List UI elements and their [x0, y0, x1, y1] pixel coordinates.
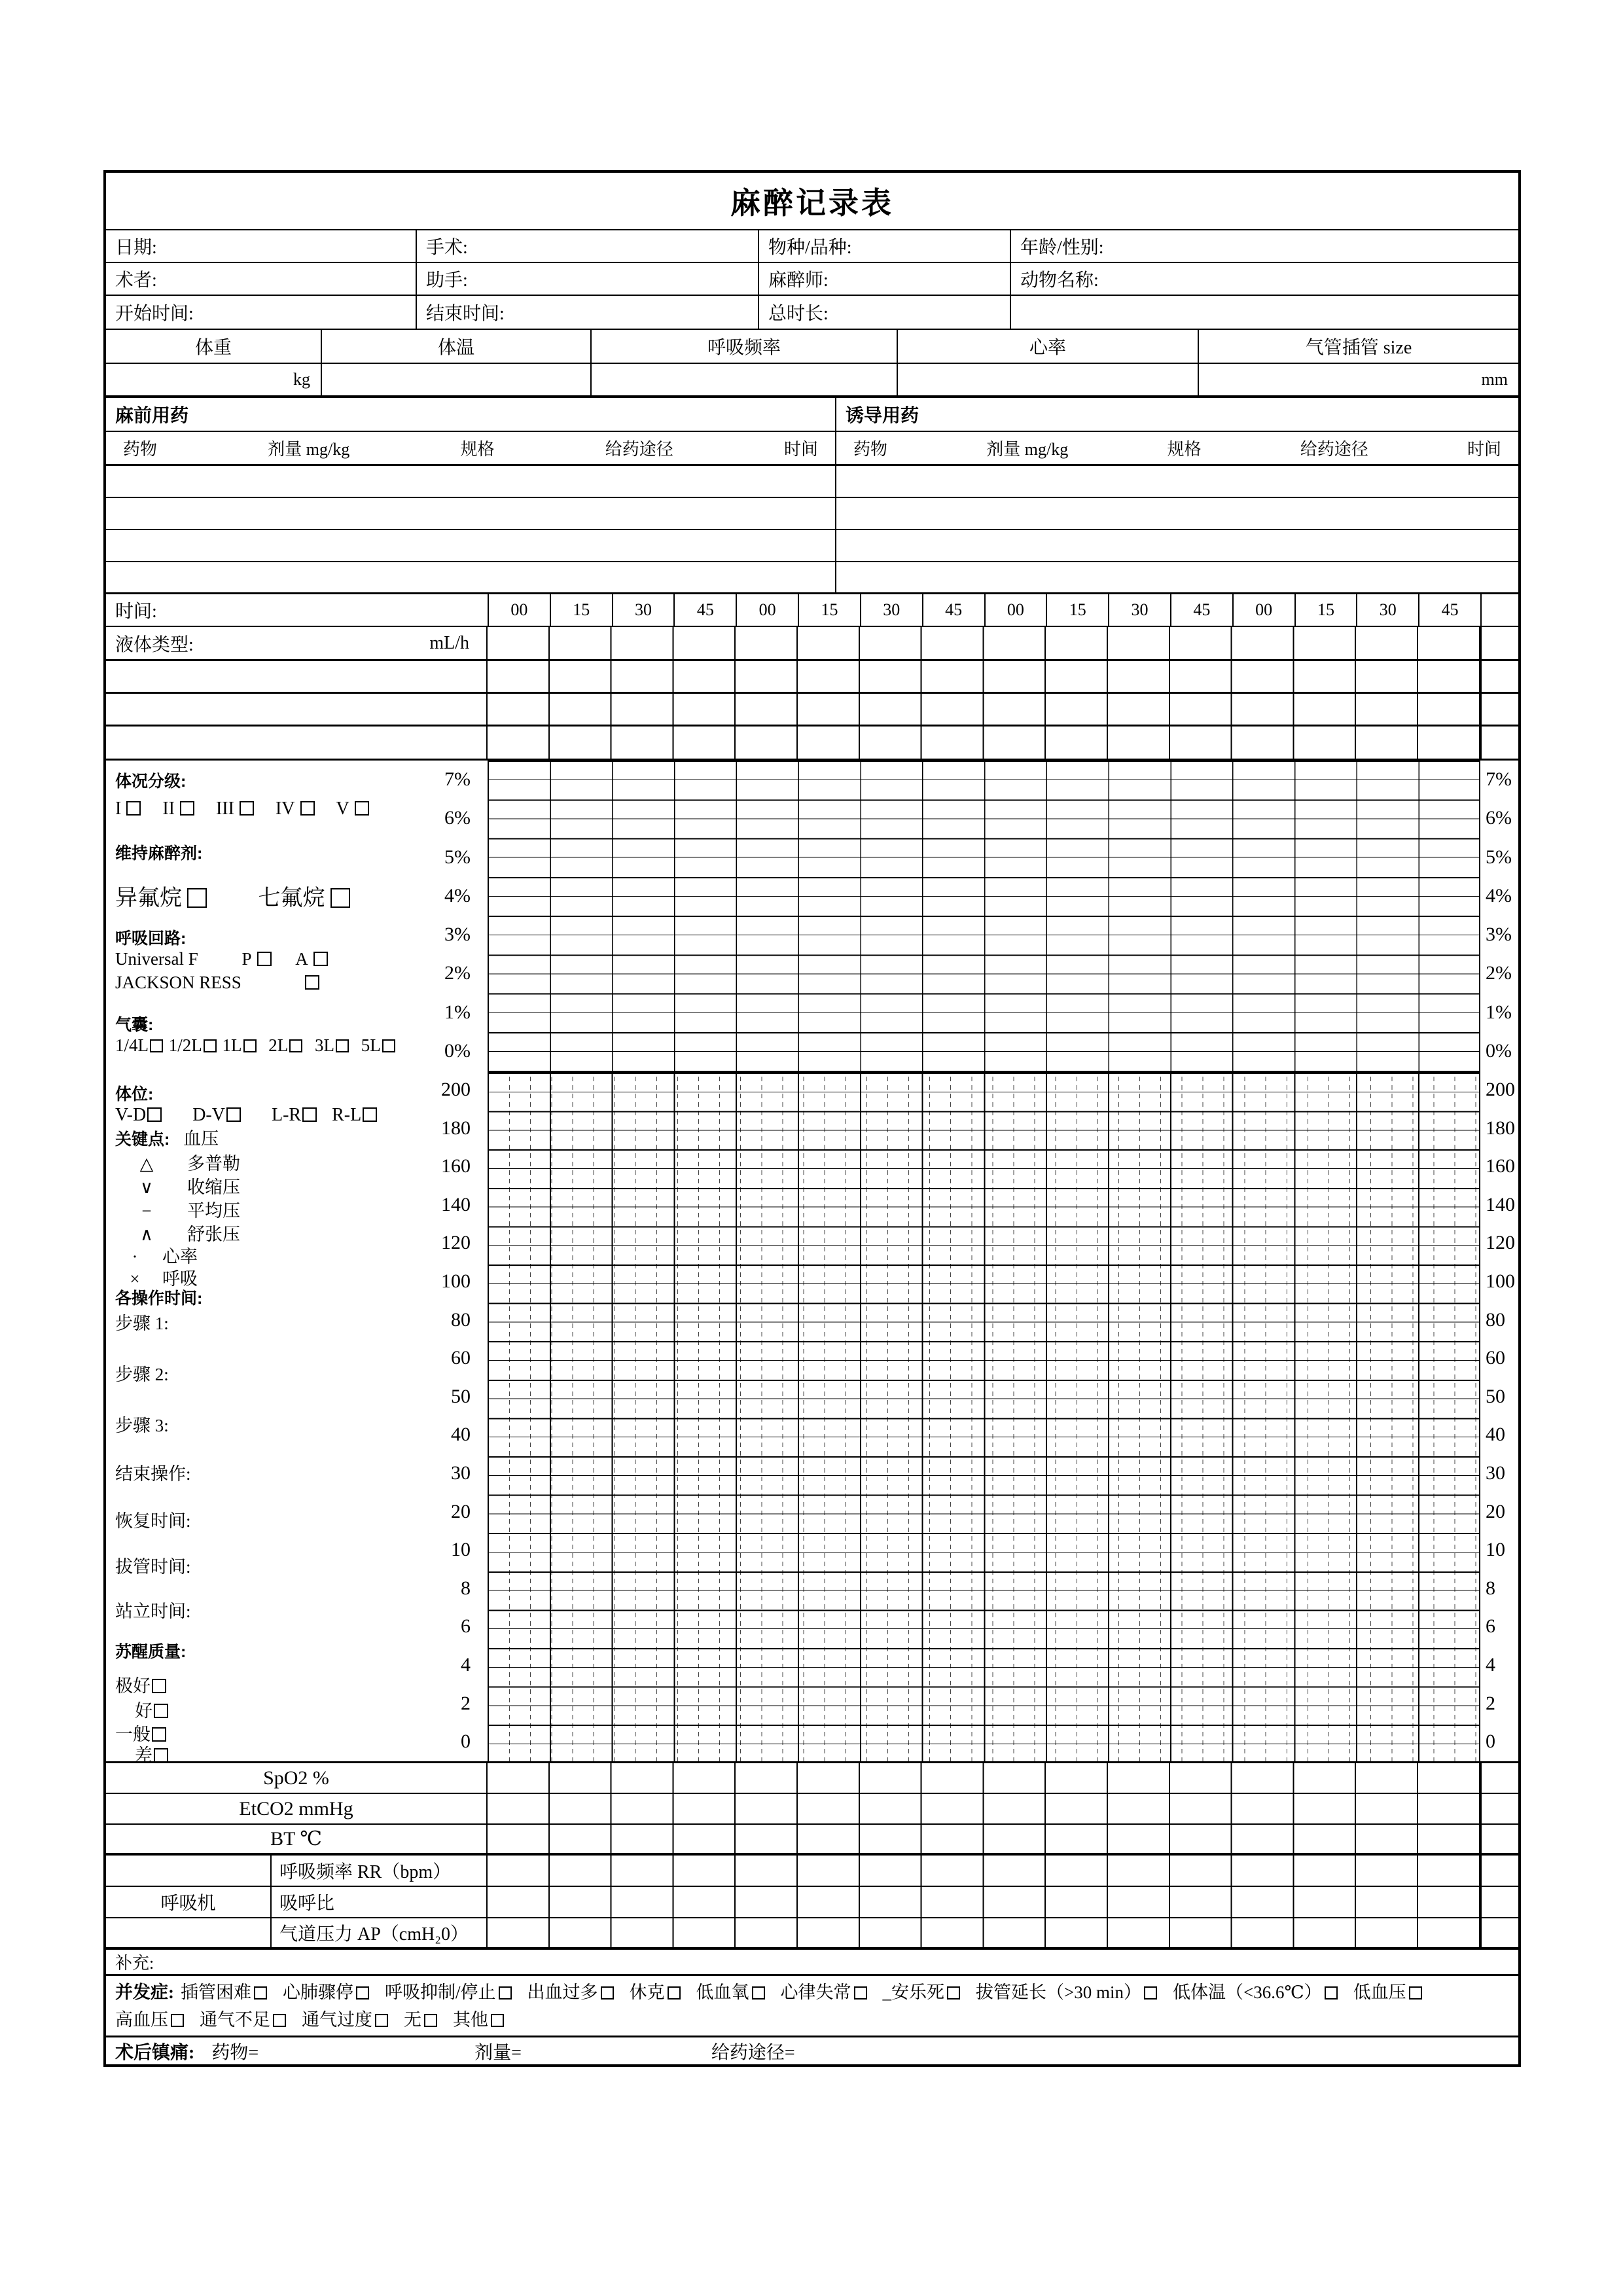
num-left-label-40: 40 [451, 1424, 471, 1445]
num-right-label-60: 60 [1486, 1347, 1505, 1369]
spo2-row [106, 1763, 1518, 1794]
vitals-header-row [106, 330, 1518, 364]
complication-label: 无 [404, 2010, 421, 2030]
med-columns-row [106, 432, 1518, 466]
time-tick-10: 30 [1108, 594, 1170, 626]
num-right-label-6: 6 [1486, 1615, 1495, 1637]
etco2-label-cell: EtCO2 mmHg [106, 1794, 488, 1823]
vitals-value-row [106, 364, 1518, 398]
diastolic-symbol: ∧ [140, 1225, 153, 1244]
complication-label: 插管困难 [181, 1982, 251, 2002]
complication-label: 心律失常 [780, 1982, 851, 2002]
premed-entry-cell [106, 530, 836, 561]
induction-entry-cell [836, 466, 1518, 497]
bt-label-cell: BT ℃ [106, 1825, 488, 1853]
med-empty-row [106, 498, 1518, 530]
pct-left-label-2%: 2% [444, 962, 471, 984]
legend-respiration: × 呼吸 [115, 1265, 198, 1290]
complication-label: 拔管延长（>30 min） [976, 1982, 1141, 2002]
etco2-row [106, 1794, 1518, 1825]
num-left-label-120: 120 [441, 1232, 471, 1253]
anesthesia-record-form [103, 170, 1521, 2067]
legend-diastolic: ∧ 舒张压 [115, 1220, 240, 1246]
num-left-label-20: 20 [451, 1501, 471, 1522]
time-tick-1: 15 [550, 594, 612, 626]
step2-label: 步骤 2: [115, 1365, 169, 1384]
num-left-label-50: 50 [451, 1386, 471, 1407]
bt-row [106, 1825, 1518, 1856]
vent-rr-row [106, 1856, 1518, 1887]
ventilator-label-cell-mid [106, 1887, 272, 1917]
recovery-excellent: 极好 [115, 1672, 166, 1697]
legend-systolic: ∨ 收缩压 [115, 1173, 240, 1198]
complication-label: 呼吸抑制/停止 [385, 1982, 496, 2002]
empty-label-cell [106, 694, 488, 725]
complication-checkbox-5[interactable] [752, 1986, 765, 2000]
complication-item [302, 2010, 388, 2030]
complication-checkbox-9[interactable] [1325, 1986, 1338, 2000]
premed-entry-cell [106, 466, 836, 497]
age-sex-field: 年龄/性别: [1020, 238, 1104, 258]
time-tick-3: 45 [673, 594, 736, 626]
complication-item [1173, 1982, 1338, 2002]
pct-right-label-5%: 5% [1486, 846, 1512, 868]
premed-entry-cell [106, 498, 836, 529]
num-right-label-4: 4 [1486, 1654, 1495, 1676]
time-tick-15: 45 [1418, 594, 1480, 626]
complication-item [696, 1982, 765, 2002]
analgesia-drug: 药物= [211, 2042, 259, 2063]
num-right-label-20: 20 [1486, 1501, 1505, 1522]
date-field: 日期: [106, 230, 417, 262]
bag-options: 1/4L 1/2L 1L 2L 3L 5L [115, 1035, 403, 1056]
time-row [106, 594, 1518, 627]
info-row-1 [106, 230, 1518, 263]
position-label: 体位: [115, 1085, 154, 1103]
num-left-label-8: 8 [461, 1577, 471, 1599]
complication-label: 心肺骤停 [283, 1982, 353, 2002]
complication-checkbox-11[interactable] [171, 2014, 184, 2027]
fluid-label-cell: 液体类型: mL/h [106, 627, 488, 659]
pct-right-label-3%: 3% [1486, 924, 1512, 945]
complication-label: 通气不足 [200, 2010, 270, 2030]
pct-right-label-6%: 6% [1486, 807, 1512, 829]
supplement-row [106, 1950, 1518, 1976]
num-right-label-180: 180 [1486, 1117, 1515, 1139]
empty-end-cell [1480, 694, 1518, 725]
maintenance-options: 异氟烷 七氟烷 [115, 880, 396, 912]
med-empty-row [106, 466, 1518, 498]
time-tick-8: 00 [984, 594, 1046, 626]
complication-item [781, 1982, 867, 2002]
num-left-label-140: 140 [441, 1194, 471, 1215]
induction-entry-cell [836, 530, 1518, 561]
complication-checkbox-0[interactable] [254, 1986, 267, 2000]
time-tick-0: 00 [488, 594, 550, 626]
premed-section: 麻前用药 [106, 398, 836, 431]
complication-checkbox-3[interactable] [601, 1986, 614, 2000]
induction-section: 诱导用药 [846, 406, 919, 426]
grid-empty-row [106, 694, 1518, 726]
fluid-unit: mL/h [429, 632, 469, 653]
temperature-value-cell [322, 364, 592, 395]
vent-ie-cells [488, 1887, 1480, 1917]
time-tick-9: 15 [1046, 594, 1108, 626]
step3-label: 步骤 3: [115, 1416, 169, 1435]
end-op-label: 结束操作: [115, 1464, 191, 1484]
spo2-end-cell [1480, 1763, 1518, 1793]
condition-grade-options: I II III IV V [115, 798, 386, 819]
premed-entry-cell [106, 562, 836, 592]
vent-rr-label: 呼吸频率 RR（bpm） [272, 1856, 488, 1886]
complication-item [115, 2010, 184, 2030]
empty-cells [488, 694, 1480, 725]
pct-left-label-4%: 4% [444, 885, 471, 906]
resp-rate-header: 呼吸频率 [592, 330, 898, 363]
pct-right-label-0%: 0% [1486, 1040, 1512, 1062]
empty-label-cell [106, 661, 488, 692]
num-right-label-200: 200 [1486, 1079, 1515, 1100]
mean-symbol: − [141, 1201, 152, 1221]
recovery-poor: 差 [135, 1741, 168, 1767]
pct-left-label-3%: 3% [444, 924, 471, 945]
med-title-row [106, 398, 1518, 432]
pct-right-label-2%: 2% [1486, 962, 1512, 984]
complication-checkbox-4[interactable] [668, 1986, 681, 2000]
extubation-time-label: 拔管时间: [115, 1557, 191, 1577]
ventilator-label: 呼吸机 [160, 1893, 216, 1914]
circuit-jackson-line: JACKSON RESS [115, 973, 319, 993]
complication-item [630, 1982, 681, 2002]
complication-item [453, 2010, 504, 2030]
bt-end-cell [1480, 1825, 1518, 1853]
complication-item [883, 1982, 961, 2002]
complication-checkbox-10[interactable] [1409, 1986, 1422, 2000]
heart-rate-header: 心率 [898, 330, 1199, 363]
complication-checkbox-1[interactable] [356, 1986, 369, 2000]
anesthetist-field: 麻醉师: [759, 263, 1011, 295]
num-left-label-100: 100 [441, 1270, 471, 1292]
vent-ap-end-cell [1480, 1918, 1518, 1947]
complication-item [283, 1982, 369, 2002]
chart-section [106, 761, 1518, 1763]
complication-label: _安乐死 [882, 1982, 945, 2002]
num-left-label-60: 60 [451, 1347, 471, 1369]
respiration-symbol: × [130, 1269, 140, 1289]
num-right-label-40: 40 [1486, 1424, 1505, 1445]
recovery-time-label: 恢复时间: [115, 1511, 191, 1531]
start-time-field: 开始时间: [106, 296, 417, 329]
time-label-cell: 时间: [115, 601, 157, 622]
pct-right-label-7%: 7% [1486, 768, 1512, 790]
num-right-label-8: 8 [1486, 1577, 1495, 1599]
pct-right-label-1%: 1% [1486, 1001, 1512, 1023]
time-tick-5: 15 [798, 594, 860, 626]
num-right-label-30: 30 [1486, 1462, 1505, 1484]
total-duration-field: 总时长: [759, 296, 1011, 329]
complication-item [527, 1982, 614, 2002]
standing-time-label: 站立时间: [115, 1602, 191, 1621]
resp-rate-value-cell [592, 364, 898, 395]
temperature-header: 体温 [322, 330, 592, 363]
etco2-cells [488, 1794, 1480, 1823]
chart-grid [488, 761, 1480, 1761]
complication-label: 低体温（<36.6℃） [1173, 1982, 1322, 2002]
maintenance-label: 维持麻醉剂: [115, 844, 203, 863]
systolic-symbol: ∨ [140, 1177, 153, 1197]
surgeon-field: 术者: [106, 263, 417, 295]
circuit-universal-line: Universal F P A [115, 949, 328, 969]
empty-label-cell [106, 726, 488, 759]
end-time-field: 结束时间: [417, 296, 759, 329]
animal-name-field: 动物名称: [1020, 270, 1099, 291]
analgesia-dose: 剂量= [474, 2042, 522, 2063]
pct-left-label-1%: 1% [444, 1001, 471, 1023]
empty-cells [488, 661, 1480, 692]
analgesia-route: 给药途径= [711, 2042, 795, 2063]
time-ticks [488, 594, 1480, 626]
complication-checkbox-14[interactable] [424, 2014, 437, 2027]
info-row-3 [106, 296, 1518, 330]
complication-item [404, 2010, 437, 2030]
complication-checkbox-13[interactable] [375, 2014, 388, 2027]
vent-ap-cells [488, 1918, 1480, 1947]
complication-item [200, 2010, 286, 2030]
recovery-good: 好 [135, 1696, 168, 1722]
bag-label: 气囊: [115, 1016, 154, 1034]
assistant-field: 助手: [417, 263, 759, 295]
num-left-label-180: 180 [441, 1117, 471, 1139]
empty-end-cell [1480, 726, 1518, 759]
step1-label: 步骤 1: [115, 1314, 169, 1333]
complication-item [385, 1982, 512, 2002]
complication-label: 低血压 [1353, 1982, 1406, 2002]
et-tube-value-cell [1199, 364, 1518, 395]
med-empty-row [106, 530, 1518, 562]
empty-end-cell [1480, 661, 1518, 692]
sidebar [106, 761, 488, 1765]
info-row-2 [106, 263, 1518, 296]
pct-left-label-6%: 6% [444, 807, 471, 829]
vent-rr-end-cell [1480, 1856, 1518, 1886]
legend-mean: − 平均压 [115, 1196, 240, 1222]
complication-item [1353, 1982, 1422, 2002]
num-right-label-140: 140 [1486, 1194, 1515, 1215]
complication-label: 出血过多 [527, 1982, 598, 2002]
pct-left-label-5%: 5% [444, 846, 471, 868]
heart-rate-symbol: · [132, 1247, 138, 1266]
time-tick-6: 30 [860, 594, 922, 626]
complication-label: 高血压 [115, 2010, 168, 2030]
vent-rr-cells [488, 1856, 1480, 1886]
complication-label: 低血氧 [696, 1982, 749, 2002]
et-tube-header: 气管插管 size [1305, 338, 1412, 358]
num-left-label-2: 2 [461, 1693, 471, 1714]
num-right-label-80: 80 [1486, 1309, 1505, 1331]
num-left-label-30: 30 [451, 1462, 471, 1484]
complications-items [115, 1982, 1438, 2030]
spo2-label-cell: SpO2 % [106, 1763, 488, 1793]
anesthetic-percent-grid [489, 761, 1479, 1071]
key-points-line: 关键点: 血压 [115, 1129, 219, 1149]
supplement-label: 补充: [115, 1954, 154, 1973]
time-tick-11: 45 [1170, 594, 1232, 626]
spo2-cells [488, 1763, 1480, 1793]
surgery-field: 手术: [417, 230, 759, 262]
num-right-label-0: 0 [1486, 1731, 1495, 1752]
num-left-label-200: 200 [441, 1079, 471, 1100]
pct-left-label-7%: 7% [444, 768, 471, 790]
med-empty-row [106, 562, 1518, 594]
num-left-label-10: 10 [451, 1539, 471, 1560]
complication-label: 其他 [453, 2010, 488, 2030]
fluid-row [106, 627, 1518, 661]
bt-cells [488, 1825, 1480, 1853]
time-tick-2: 30 [612, 594, 674, 626]
fluid-cells [488, 627, 1480, 659]
weight-value-cell [106, 364, 322, 395]
complication-item [181, 1982, 267, 2002]
complication-checkbox-8[interactable] [1144, 1986, 1157, 2000]
page-title: 麻醉记录表 [730, 187, 894, 220]
vent-ap-label: 气道压力 AP（cmH₂0） [272, 1918, 488, 1947]
heart-rate-value-cell [898, 364, 1199, 395]
recovery-quality-label: 苏醒质量: [115, 1643, 187, 1661]
complication-checkbox-15[interactable] [491, 2014, 504, 2027]
induction-entry-cell [836, 562, 1518, 592]
complication-checkbox-6[interactable] [854, 1986, 867, 2000]
num-left-label-0: 0 [461, 1731, 471, 1752]
ventilator-label-cell-bottom [106, 1918, 272, 1947]
complication-label: 休克 [629, 1982, 665, 2002]
scale-right [1480, 761, 1518, 1761]
weight-unit: kg [293, 370, 310, 389]
complication-label: 通气过度 [302, 2010, 372, 2030]
num-left-label-80: 80 [451, 1309, 471, 1331]
num-right-label-50: 50 [1486, 1386, 1505, 1407]
induction-columns: 药物 剂量 mg/kg 规格 给药途径 时间 [853, 440, 1501, 459]
recovery-fair: 一般 [115, 1720, 166, 1746]
num-right-label-100: 100 [1486, 1270, 1515, 1292]
analgesia-label: 术后镇痛: [115, 2042, 195, 2063]
vent-ie-end-cell [1480, 1887, 1518, 1917]
num-right-label-160: 160 [1486, 1155, 1515, 1177]
vitals-trend-grid [489, 1071, 1479, 1761]
time-tick-12: 00 [1232, 594, 1294, 626]
position-options: V-D D-V L-R R-L [115, 1105, 377, 1126]
doppler-symbol: △ [139, 1154, 154, 1174]
postop-analgesia-row [106, 2037, 1518, 2064]
condition-grade-label: 体况分级: [115, 772, 187, 791]
etco2-end-cell [1480, 1794, 1518, 1823]
scale-left [106, 761, 480, 1761]
pct-right-label-4%: 4% [1486, 885, 1512, 906]
grid-empty-row [106, 661, 1518, 694]
complication-checkbox-7[interactable] [947, 1986, 960, 2000]
species-field: 物种/品种: [759, 230, 1011, 262]
num-left-label-4: 4 [461, 1654, 471, 1676]
induction-entry-cell [836, 498, 1518, 529]
legend-heart-rate: · 心率 [115, 1242, 198, 1268]
weight-header: 体重 [106, 330, 322, 363]
operation-times-label: 各操作时间: [115, 1289, 203, 1308]
legend-doppler: △ 多普勒 [115, 1149, 240, 1175]
complication-item [976, 1982, 1157, 2002]
grid-empty-row [106, 726, 1518, 761]
vent-ap-row [106, 1918, 1518, 1950]
complication-checkbox-2[interactable] [499, 1986, 512, 2000]
num-right-label-10: 10 [1486, 1539, 1505, 1560]
info-row-3-empty [1011, 296, 1518, 329]
num-right-label-120: 120 [1486, 1232, 1515, 1253]
fluid-end-cell [1480, 627, 1518, 659]
circuit-label: 呼吸回路: [115, 929, 187, 948]
vent-ie-row [106, 1887, 1518, 1918]
empty-cells [488, 726, 1480, 759]
time-tick-4: 00 [736, 594, 798, 626]
time-tick-7: 45 [922, 594, 984, 626]
time-tick-14: 30 [1356, 594, 1418, 626]
num-left-label-6: 6 [461, 1615, 471, 1637]
time-tick-13: 15 [1294, 594, 1357, 626]
num-right-label-2: 2 [1486, 1693, 1495, 1714]
premed-columns: 药物 剂量 mg/kg 规格 给药途径 时间 [106, 432, 836, 464]
vent-ie-label: 吸呼比 [272, 1887, 488, 1917]
time-end-cell [1480, 594, 1518, 626]
complications-row [106, 1976, 1518, 2037]
num-left-label-160: 160 [441, 1155, 471, 1177]
complications-label: 并发症: [115, 1982, 174, 2002]
tube-unit: mm [1481, 370, 1508, 389]
pct-left-label-0%: 0% [444, 1040, 471, 1062]
ventilator-label-cell [106, 1856, 272, 1886]
complication-checkbox-12[interactable] [273, 2014, 286, 2027]
title-row [106, 173, 1518, 230]
